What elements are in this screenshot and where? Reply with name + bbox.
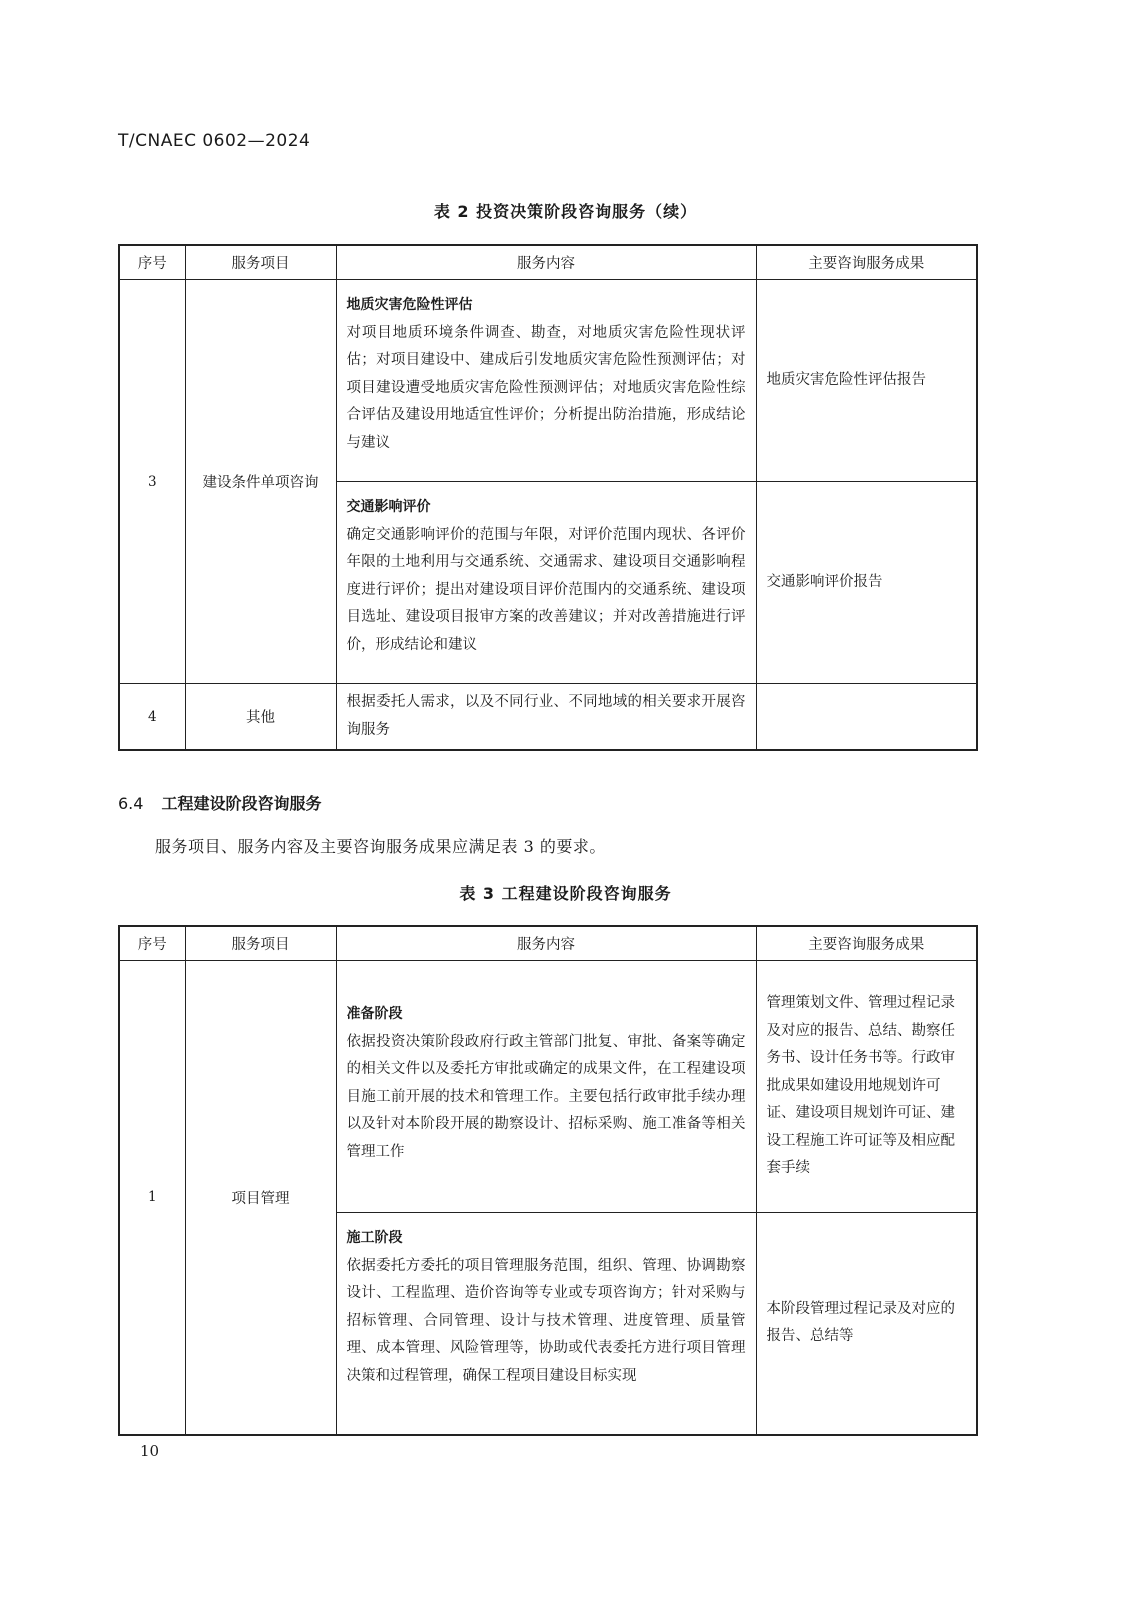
row-item: 项目管理 [185,961,336,1435]
page-number: 10 [140,1442,160,1460]
header-item: 服务项目 [185,245,336,280]
header-result: 主要咨询服务成果 [756,245,977,280]
header-seq: 序号 [119,926,185,961]
content-subtitle: 交通影响评价 [346,499,431,515]
header-content: 服务内容 [336,245,756,280]
row-content [336,961,756,1213]
content-subtitle: 施工阶段 [346,1230,403,1246]
row-result [756,684,977,751]
table-row [119,961,977,1213]
table3-header-row [119,926,977,961]
row-item: 其他 [185,684,336,751]
table2 [118,244,978,751]
table3 [118,925,978,1436]
table-row [119,280,977,482]
header-seq: 序号 [119,245,185,280]
row-result: 管理策划文件、管理过程记录及对应的报告、总结、勘察任务书、设计任务书等。行政审批成果如建设用地规划许可证、建设项目规划许可证、建设工程施工许可证等及相应配套手续 [756,961,977,1213]
table2-header-row [119,245,977,280]
header-result: 主要咨询服务成果 [756,926,977,961]
table3-caption: 表 3 工程建设阶段咨询服务 [459,884,672,903]
table-row [119,684,977,751]
content-text: 对项目地质环境条件调查、勘查，对地质灾害危险性现状评估；对项目建设中、建成后引发地质灾害危险性预测评估；对项目建设遭受地质灾害危险性预测评估；对地质灾害危险性综合评估及建设用地适宜性评价；分析提出防治措施，形成结论与建议 [346,324,746,451]
section-number: 6.4 [118,794,144,813]
row-content: 根据委托人需求，以及不同行业、不同地域的相关要求开展咨询服务 [336,684,756,751]
row-content [336,482,756,684]
row-result: 交通影响评价报告 [756,482,977,684]
content-text: 依据委托方委托的项目管理服务范围，组织、管理、协调勘察设计、工程监理、造价咨询等专业或专项咨询方；针对采购与招标管理、合同管理、设计与技术管理、进度管理、质量管理、成本管理、风险管理等，协助或代表委托方进行项目管理决策和过程管理，确保工程项目建设目标实现 [346,1257,746,1384]
row-result: 地质灾害危险性评估报告 [756,280,977,482]
content-subtitle: 地质灾害危险性评估 [346,297,473,313]
standard-code: T/CNAEC 0602—2024 [118,131,311,151]
row-seq: 4 [119,684,185,751]
section-title: 工程建设阶段咨询服务 [161,794,322,813]
table2-caption: 表 2 投资决策阶段咨询服务（续） [433,202,698,221]
content-text: 依据投资决策阶段政府行政主管部门批复、审批、备案等确定的相关文件以及委托方审批或确定的成果文件，在工程建设项目施工前开展的技术和管理工作。主要包括行政审批手续办理以及针对本阶段开展的勘察设计、招标采购、施工准备等相关管理工作 [346,1033,746,1160]
header-item: 服务项目 [185,926,336,961]
content-subtitle: 准备阶段 [346,1006,403,1022]
row-result: 本阶段管理过程记录及对应的报告、总结等 [756,1213,977,1435]
row-content [336,280,756,482]
row-item: 建设条件单项咨询 [185,280,336,684]
section-paragraph: 服务项目、服务内容及主要咨询服务成果应满足表 3 的要求。 [155,837,606,856]
row-seq: 1 [119,961,185,1435]
content-text: 确定交通影响评价的范围与年限，对评价范围内现状、各评价年限的土地利用与交通系统、交通需求、建设项目交通影响程度进行评价；提出对建设项目评价范围内的交通系统、建设项目选址、建设项目报审方案的改善建议；并对改善措施进行评价，形成结论和建议 [346,526,746,653]
row-seq: 3 [119,280,185,684]
row-content [336,1213,756,1435]
section-heading [118,791,321,814]
header-content: 服务内容 [336,926,756,961]
